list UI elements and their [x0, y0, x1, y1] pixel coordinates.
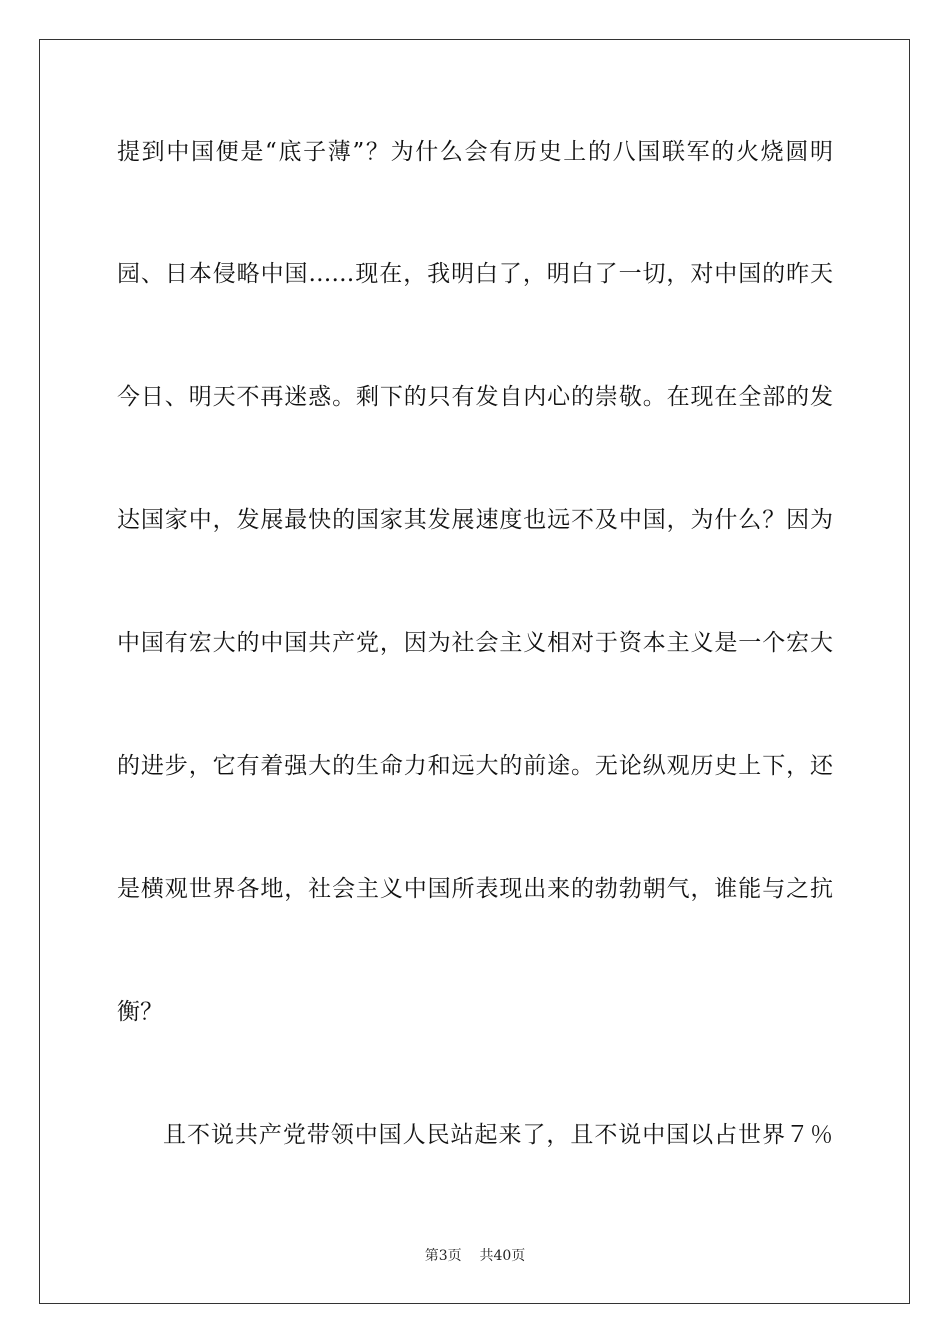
page-number: 第3页: [424, 1248, 462, 1264]
page-total: 共40页: [479, 1248, 526, 1264]
body-line-7: 是横观世界各地，社会主义中国所表现出来的勃勃朝气，谁能与之抗: [117, 876, 833, 902]
body-line-1: 提到中国便是“底子薄”？为什么会有历史上的八国联军的火烧圆明: [117, 139, 833, 165]
page-footer: [0, 1245, 950, 1265]
body-line-5: 中国有宏大的中国共产党，因为社会主义相对于资本主义是一个宏大: [117, 630, 833, 656]
page-frame: [39, 39, 910, 1304]
body-line-9: 且不说共产党带领中国人民站起来了，且不说中国以占世界７％: [163, 1122, 833, 1148]
body-line-4: 达国家中，发展最快的国家其发展速度也远不及中国，为什么？因为: [117, 507, 833, 533]
body-line-6: 的进步，它有着强大的生命力和远大的前途。无论纵观历史上下，还: [117, 753, 833, 779]
body-line-8: 衡？: [117, 999, 163, 1025]
body-line-2: 园、日本侵略中国……现在，我明白了，明白了一切，对中国的昨天: [117, 261, 833, 287]
body-line-3: 今日、明天不再迷惑。剩下的只有发自内心的崇敬。在现在全部的发: [117, 384, 833, 410]
